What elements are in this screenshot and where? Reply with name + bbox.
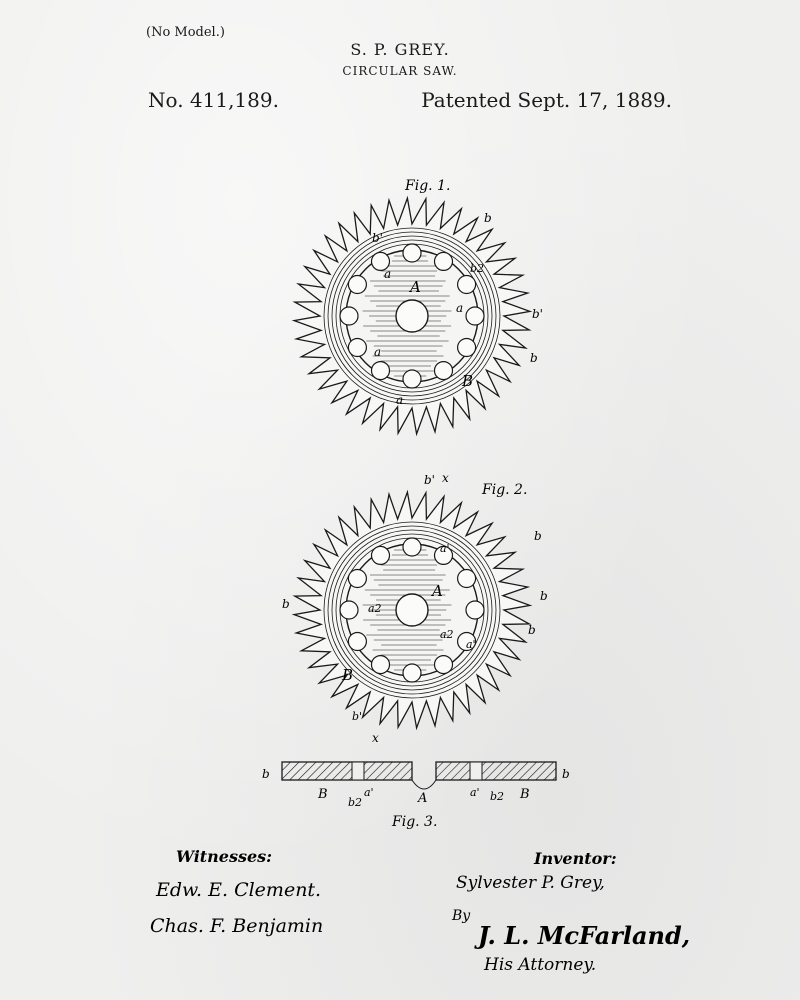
saw-socket (372, 546, 390, 564)
saw-socket (372, 656, 390, 674)
fig2-label: Fig. 2. (482, 482, 528, 498)
figure-1 (294, 178, 543, 434)
section-gap-arc (412, 780, 436, 789)
fig3-label-b-left: b (262, 767, 270, 781)
inventor-header: S. P. GREY. (350, 40, 450, 59)
fig1-label-a-upper: a (384, 267, 392, 281)
fig1-label-b1: b' (532, 307, 543, 321)
saw-socket (403, 664, 421, 682)
saw-socket (403, 538, 421, 556)
saw-socket (403, 244, 421, 262)
fig2-label-a2-right: a2 (440, 628, 454, 641)
patent-number: No. 411,189. (148, 88, 279, 112)
fig2-label-b-topright: b (534, 529, 542, 543)
fig1-label-A: A (410, 278, 421, 296)
signature-block (150, 847, 690, 975)
saw-socket (348, 276, 366, 294)
saw-socket (466, 307, 484, 325)
inventor-signature: Sylvester P. Grey, (456, 873, 605, 893)
fig3-label-A: A (418, 791, 428, 806)
fig2-label-b1: b' (424, 473, 435, 487)
fig2-label-A: A (432, 582, 443, 600)
fig2-label-b-lowright: b (528, 623, 536, 637)
fig2-label-x-top: x (442, 471, 449, 485)
fig2-label-x-bottom: x (372, 731, 379, 745)
fig3-label: Fig. 3. (392, 814, 438, 830)
saw-socket (348, 339, 366, 357)
witness-2-signature: Chas. F. Benjamin (150, 915, 324, 937)
saw-socket (403, 370, 421, 388)
fig2-label-a2-left: a2 (368, 602, 382, 615)
fig1-label-a-right: a (456, 301, 464, 315)
inventor-heading: Inventor: (534, 849, 617, 868)
saw-socket (435, 252, 453, 270)
fig1-label-b2: b2 (470, 262, 485, 275)
saw-socket (435, 362, 453, 380)
attorney-title: His Attorney. (484, 955, 597, 975)
invention-title: CIRCULAR SAW. (342, 64, 458, 78)
arbor-hole-fig2 (396, 594, 428, 626)
fig2-label-a1-right: a' (466, 638, 476, 651)
fig2-label-B: B (342, 666, 354, 684)
fig1-label-b-top: b (484, 211, 492, 225)
saw-socket (466, 601, 484, 619)
fig2-label-b1-bottom: b' (352, 710, 363, 723)
section-left (282, 762, 412, 780)
figure-3 (262, 762, 570, 830)
fig3-label-b2-right: b2 (490, 790, 505, 803)
fig1-label-b1-top: b' (372, 231, 383, 245)
fig3-label-a1-left: a' (364, 786, 374, 799)
section-insert-left (352, 762, 364, 780)
figure-2 (282, 471, 548, 745)
fig2-label-b-left: b (282, 597, 290, 611)
saw-socket (435, 656, 453, 674)
saw-socket (340, 307, 358, 325)
fig3-label-B-left: B (318, 787, 328, 802)
fig3-label-B-right: B (520, 787, 530, 802)
fig1-label-a-bottom: a (396, 393, 404, 407)
saw-socket (340, 601, 358, 619)
saw-socket (348, 633, 366, 651)
saw-socket (372, 362, 390, 380)
saw-socket (458, 339, 476, 357)
by-label: By (452, 908, 471, 924)
arbor-hole-fig1 (396, 300, 428, 332)
fig2-label-a1-top: a' (440, 542, 450, 555)
fig3-label-a1-right: a' (470, 786, 480, 799)
section-insert-right (470, 762, 482, 780)
fig1-label-a-left: a (374, 345, 382, 359)
attorney-signature: J. L. McFarland, (478, 921, 691, 950)
witness-1-signature: Edw. E. Clement. (156, 879, 322, 901)
fig3-label-b2-left: b2 (348, 796, 363, 809)
saw-socket (348, 570, 366, 588)
fig3-label-b-right: b (562, 767, 570, 781)
fig1-label-B: B (462, 372, 474, 390)
fig1-label-b-right: b (530, 351, 538, 365)
saw-socket (458, 570, 476, 588)
fig1-label: Fig. 1. (405, 178, 451, 194)
no-model-note: (No Model.) (146, 25, 225, 40)
fig2-label-b-right: b (540, 589, 548, 603)
witnesses-heading: Witnesses: (176, 847, 273, 866)
patent-date: Patented Sept. 17, 1889. (421, 88, 672, 112)
saw-socket (458, 276, 476, 294)
section-right (436, 762, 556, 780)
